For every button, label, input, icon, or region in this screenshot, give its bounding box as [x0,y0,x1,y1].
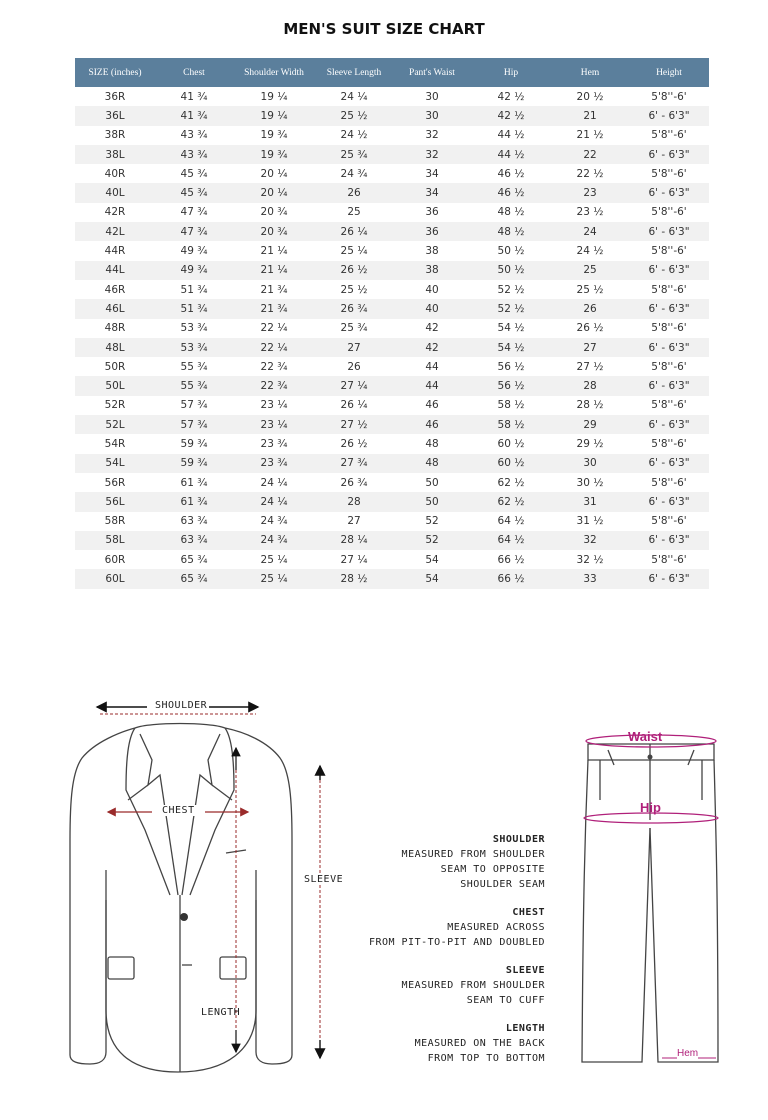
table-cell: 63 ¾ [155,531,233,550]
table-cell: 19 ¾ [233,145,315,164]
table-cell: 56 ½ [471,376,551,395]
table-cell: 40L [75,183,155,202]
table-cell: 24 ½ [551,241,629,260]
table-cell: 56R [75,473,155,492]
table-cell: 20 ½ [551,87,629,106]
chest-description-heading: CHEST [512,907,545,918]
table-cell: 50 ½ [471,241,551,260]
table-cell: 48 ½ [471,222,551,241]
table-cell: 43 ¾ [155,126,233,145]
table-cell: 27 [551,338,629,357]
table-cell: 5'8''-6' [629,164,709,183]
table-cell: 66 ½ [471,550,551,569]
table-cell: 25 ¼ [315,241,393,260]
table-cell: 50 [393,473,471,492]
table-cell: 5'8''-6' [629,357,709,376]
table-cell: 30 ½ [551,473,629,492]
table-cell: 27 ½ [551,357,629,376]
table-cell: 59 ¾ [155,454,233,473]
table-cell: 45 ¾ [155,183,233,202]
sleeve-description [285,963,545,1008]
table-cell: 5'8''-6' [629,319,709,338]
table-cell: 54 [393,569,471,588]
jacket-illustration [70,724,292,1073]
table-cell: 64 ½ [471,512,551,531]
table-cell: 58R [75,512,155,531]
table-cell: 5'8''-6' [629,434,709,453]
header-hem: Hem [551,58,629,87]
table-cell: 21 ¾ [233,280,315,299]
header-shoulder-width: Shoulder Width [233,58,315,87]
table-cell: 26 ¾ [315,299,393,318]
table-cell: 36 [393,203,471,222]
table-cell: 49 ¾ [155,241,233,260]
table-cell: 48L [75,338,155,357]
table-cell: 23 ¼ [233,415,315,434]
table-cell: 50 [393,492,471,511]
shoulder-description-line: SEAM TO OPPOSITE [440,864,545,875]
table-cell: 25 ¾ [315,145,393,164]
table-cell: 5'8''-6' [629,473,709,492]
table-cell: 54R [75,434,155,453]
table-cell: 66 ½ [471,569,551,588]
table-cell: 21 ¼ [233,241,315,260]
table-cell: 47 ¾ [155,222,233,241]
table-cell: 21 [551,106,629,125]
table-cell: 5'8''-6' [629,512,709,531]
table-cell: 22 ½ [551,164,629,183]
table-cell: 23 ½ [551,203,629,222]
sleeve-label: SLEEVE [304,874,344,885]
table-cell: 40 [393,280,471,299]
table-cell: 29 ½ [551,434,629,453]
table-cell: 42 ½ [471,87,551,106]
shoulder-description-line: MEASURED FROM SHOULDER [401,849,545,860]
table-cell: 26 ½ [315,434,393,453]
table-cell: 22 [551,145,629,164]
table-cell: 27 [315,338,393,357]
table-cell: 31 [551,492,629,511]
table-cell: 43 ¾ [155,145,233,164]
table-cell: 53 ¾ [155,338,233,357]
table-cell: 48R [75,319,155,338]
table-cell: 46 ½ [471,183,551,202]
table-cell: 50 ½ [471,261,551,280]
table-cell: 59 ¾ [155,434,233,453]
table-cell: 32 [393,145,471,164]
table-cell: 46L [75,299,155,318]
table-cell: 64 ½ [471,531,551,550]
table-cell: 5'8''-6' [629,126,709,145]
table-cell: 28 ½ [315,569,393,588]
table-cell: 42L [75,222,155,241]
table-cell: 54 ½ [471,319,551,338]
table-cell: 60R [75,550,155,569]
table-cell: 25 [315,203,393,222]
table-cell: 52 ½ [471,280,551,299]
table-cell: 26 ¼ [315,396,393,415]
table-cell: 55 ¾ [155,357,233,376]
table-cell: 26 ½ [551,319,629,338]
hem-label: Hem [677,1048,699,1059]
table-cell: 5'8''-6' [629,87,709,106]
table-cell: 27 [315,512,393,531]
table-cell: 30 [551,454,629,473]
table-cell: 20 ¼ [233,183,315,202]
page-title: MEN'S SUIT SIZE CHART [283,20,485,38]
table-cell: 21 ¾ [233,299,315,318]
table-cell: 6' - 6'3" [629,415,709,434]
table-cell: 5'8''-6' [629,203,709,222]
length-description-heading: LENGTH [505,1023,545,1034]
table-cell: 38 [393,261,471,280]
table-cell: 25 ½ [315,106,393,125]
header-pants-waist: Pant's Waist [393,58,471,87]
table-cell: 6' - 6'3" [629,492,709,511]
table-cell: 19 ¾ [233,126,315,145]
table-cell: 60L [75,569,155,588]
table-cell: 6' - 6'3" [629,299,709,318]
table-cell: 65 ¾ [155,550,233,569]
table-cell: 42 [393,319,471,338]
table-cell: 54L [75,454,155,473]
table-cell: 6' - 6'3" [629,454,709,473]
table-cell: 42R [75,203,155,222]
header-chest: Chest [155,58,233,87]
table-cell: 52 [393,531,471,550]
table-cell: 24 ¾ [233,531,315,550]
table-cell: 51 ¾ [155,299,233,318]
table-cell: 23 ¾ [233,434,315,453]
table-cell: 6' - 6'3" [629,222,709,241]
table-cell: 6' - 6'3" [629,183,709,202]
table-cell: 44 ½ [471,126,551,145]
table-cell: 36L [75,106,155,125]
table-cell: 54 [393,550,471,569]
table-cell: 27 ¾ [315,454,393,473]
table-cell: 52 [393,512,471,531]
table-cell: 38L [75,145,155,164]
table-cell: 48 [393,434,471,453]
table-cell: 22 ¼ [233,319,315,338]
table-cell: 19 ¼ [233,87,315,106]
table-cell: 26 [551,299,629,318]
table-cell: 22 ¾ [233,376,315,395]
table-cell: 54 ½ [471,338,551,357]
table-cell: 24 ½ [315,126,393,145]
table-cell: 45 ¾ [155,164,233,183]
table-cell: 27 ½ [315,415,393,434]
table-cell: 50L [75,376,155,395]
table-cell: 46 ½ [471,164,551,183]
length-description-line: FROM TOP TO BOTTOM [427,1053,545,1064]
table-cell: 38 [393,241,471,260]
shoulder-description [285,832,545,892]
shoulder-label: SHOULDER [155,700,208,711]
table-cell: 58 ½ [471,415,551,434]
length-description [285,1021,545,1066]
table-cell: 5'8''-6' [629,396,709,415]
length-description-line: MEASURED ON THE BACK [414,1038,545,1049]
table-cell: 20 ¾ [233,203,315,222]
chest-description-line: FROM PIT-TO-PIT AND DOUBLED [368,937,545,948]
table-cell: 44 [393,357,471,376]
table-cell: 58L [75,531,155,550]
table-cell: 44 ½ [471,145,551,164]
table-cell: 41 ¾ [155,87,233,106]
table-cell: 40R [75,164,155,183]
table-cell: 26 ¾ [315,473,393,492]
table-cell: 44L [75,261,155,280]
table-cell: 21 ½ [551,126,629,145]
table-cell: 46 [393,396,471,415]
table-cell: 48 [393,454,471,473]
table-cell: 60 ½ [471,434,551,453]
sleeve-description-line: SEAM TO CUFF [466,995,545,1006]
table-cell: 29 [551,415,629,434]
table-cell: 65 ¾ [155,569,233,588]
sleeve-description-line: MEASURED FROM SHOULDER [401,980,545,991]
table-cell: 19 ¼ [233,106,315,125]
sleeve-description-heading: SLEEVE [505,965,545,976]
table-cell: 25 ½ [315,280,393,299]
table-cell: 44 [393,376,471,395]
table-cell: 24 [551,222,629,241]
table-cell: 30 [393,87,471,106]
length-label: LENGTH [201,1007,241,1018]
table-cell: 27 ¼ [315,550,393,569]
table-cell: 34 [393,164,471,183]
table-cell: 6' - 6'3" [629,145,709,164]
table-cell: 60 ½ [471,454,551,473]
table-cell: 57 ¾ [155,415,233,434]
table-cell: 57 ¾ [155,396,233,415]
table-cell: 36R [75,87,155,106]
table-cell: 6' - 6'3" [629,106,709,125]
table-cell: 21 ¼ [233,261,315,280]
header-size: SIZE (inches) [75,58,155,87]
table-cell: 48 ½ [471,203,551,222]
table-cell: 26 [315,183,393,202]
table-cell: 34 [393,183,471,202]
table-cell: 42 [393,338,471,357]
table-cell: 25 ¼ [233,569,315,588]
table-cell: 20 ¾ [233,222,315,241]
table-cell: 36 [393,222,471,241]
table-cell: 55 ¾ [155,376,233,395]
shoulder-description-heading: SHOULDER [492,834,545,845]
table-cell: 25 ½ [551,280,629,299]
table-cell: 24 ¼ [315,87,393,106]
table-cell: 58 ½ [471,396,551,415]
table-cell: 61 ¾ [155,473,233,492]
table-cell: 30 [393,106,471,125]
table-cell: 42 ½ [471,106,551,125]
table-cell: 50R [75,357,155,376]
table-cell: 6' - 6'3" [629,569,709,588]
table-cell: 28 ¼ [315,531,393,550]
table-cell: 6' - 6'3" [629,531,709,550]
table-cell: 40 [393,299,471,318]
table-cell: 20 ¼ [233,164,315,183]
table-cell: 27 ¼ [315,376,393,395]
table-cell: 33 [551,569,629,588]
pants-button [648,755,653,760]
table-cell: 23 ¾ [233,454,315,473]
table-cell: 22 ¾ [233,357,315,376]
table-cell: 61 ¾ [155,492,233,511]
table-cell: 47 ¾ [155,203,233,222]
table-cell: 24 ¾ [315,164,393,183]
table-cell: 6' - 6'3" [629,376,709,395]
table-cell: 52R [75,396,155,415]
table-cell: 46 [393,415,471,434]
table-cell: 25 ¾ [315,319,393,338]
table-cell: 5'8''-6' [629,241,709,260]
table-cell: 26 ¼ [315,222,393,241]
table-cell: 63 ¾ [155,512,233,531]
table-cell: 62 ½ [471,473,551,492]
chest-description [285,905,545,950]
table-cell: 44R [75,241,155,260]
table-cell: 41 ¾ [155,106,233,125]
table-cell: 5'8''-6' [629,280,709,299]
table-cell: 23 [551,183,629,202]
table-cell: 28 ½ [551,396,629,415]
header-hip: Hip [471,58,551,87]
table-cell: 6' - 6'3" [629,338,709,357]
table-cell: 26 ½ [315,261,393,280]
table-cell: 28 [551,376,629,395]
table-cell: 25 ¼ [233,550,315,569]
table-cell: 31 ½ [551,512,629,531]
table-cell: 46R [75,280,155,299]
table-cell: 56L [75,492,155,511]
hip-label: Hip [640,800,661,815]
table-cell: 38R [75,126,155,145]
table-cell: 26 [315,357,393,376]
pants-illustration [582,744,718,1062]
header-sleeve-length: Sleeve Length [315,58,393,87]
header-height: Height [629,58,709,87]
table-cell: 28 [315,492,393,511]
table-cell: 62 ½ [471,492,551,511]
table-cell: 22 ¼ [233,338,315,357]
table-cell: 53 ¾ [155,319,233,338]
table-cell: 24 ¼ [233,492,315,511]
table-cell: 25 [551,261,629,280]
table-cell: 56 ½ [471,357,551,376]
table-cell: 32 [393,126,471,145]
shoulder-description-line: SHOULDER SEAM [460,879,545,890]
waist-label: Waist [628,729,663,744]
chest-description-line: MEASURED ACROSS [447,922,545,933]
table-cell: 24 ¼ [233,473,315,492]
table-cell: 23 ¼ [233,396,315,415]
table-cell: 51 ¾ [155,280,233,299]
chest-label: CHEST [162,805,195,816]
table-cell: 32 [551,531,629,550]
table-cell: 32 ½ [551,550,629,569]
table-cell: 5'8''-6' [629,550,709,569]
table-cell: 52 ½ [471,299,551,318]
table-cell: 52L [75,415,155,434]
jacket-button [180,913,188,921]
table-cell: 49 ¾ [155,261,233,280]
table-cell: 6' - 6'3" [629,261,709,280]
table-cell: 24 ¾ [233,512,315,531]
